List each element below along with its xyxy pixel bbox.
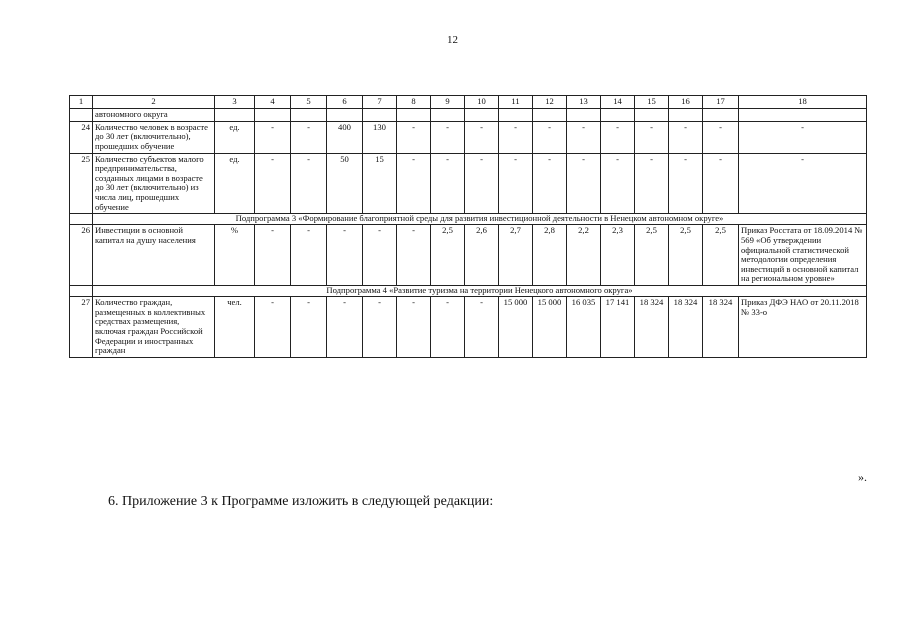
header-cell: 2 [93,96,215,109]
value-cell: 15 000 [499,297,533,358]
value-cell: - [255,121,291,153]
value-cell: - [703,121,739,153]
value-cell: 2,5 [669,225,703,286]
header-cell: 12 [533,96,567,109]
value-cell: 2,6 [465,225,499,286]
indicator-name-cell: автономного округа [93,109,215,122]
empty-cell [431,109,465,122]
source-cell: Приказ ДФЭ НАО от 20.11.2018 № 33-о [739,297,867,358]
row-number-cell: 27 [70,297,93,358]
value-cell: - [465,153,499,214]
value-cell: - [327,297,363,358]
value-cell: - [465,121,499,153]
value-cell: 2,2 [567,225,601,286]
table-row [70,121,867,153]
value-cell: - [397,153,431,214]
section-heading-row [70,286,867,297]
indicator-name-cell: Инвестиции в основной капитал на душу населения [93,225,215,286]
indicator-name-cell: Количество субъектов малого предпринимательства, созданных лицами в возрасте до 30 лет (включительно) из числа лиц, прошедших обучение [93,153,215,214]
value-cell: 2,3 [601,225,635,286]
value-cell: - [397,297,431,358]
header-cell: 15 [635,96,669,109]
continuation-row [70,109,867,122]
unit-cell: чел. [215,297,255,358]
empty-cell [215,109,255,122]
value-cell: - [567,121,601,153]
value-cell: 2,7 [499,225,533,286]
value-cell: - [255,153,291,214]
header-cell: 6 [327,96,363,109]
value-cell: 2,5 [703,225,739,286]
source-cell: - [739,121,867,153]
value-cell: - [703,153,739,214]
header-cell: 11 [499,96,533,109]
closing-quote-mark: ». [858,470,867,484]
value-cell: - [431,297,465,358]
header-cell: 1 [70,96,93,109]
table-body [70,96,867,358]
value-cell: 15 [363,153,397,214]
value-cell: - [291,121,327,153]
empty-cell [567,109,601,122]
empty-cell [635,109,669,122]
value-cell: 17 141 [601,297,635,358]
value-cell: 50 [327,153,363,214]
instruction-paragraph: 6. Приложение 3 к Программе изложить в следующей редакции: [108,494,494,509]
row-number-cell [70,286,93,297]
header-cell: 3 [215,96,255,109]
value-cell: - [465,297,499,358]
header-cell: 5 [291,96,327,109]
value-cell: - [291,225,327,286]
empty-cell [397,109,431,122]
value-cell: - [601,153,635,214]
value-cell: - [291,297,327,358]
section-heading-row [70,214,867,225]
table-row [70,225,867,286]
value-cell: 18 324 [669,297,703,358]
indicator-name-cell: Количество человек в возрасте до 30 лет (включительно), прошедших обучение [93,121,215,153]
value-cell: 15 000 [533,297,567,358]
value-cell: - [363,225,397,286]
value-cell: 2,5 [635,225,669,286]
header-cell: 17 [703,96,739,109]
empty-cell [703,109,739,122]
value-cell: - [499,121,533,153]
value-cell: - [533,121,567,153]
section-heading: Подпрограмма 3 «Формирование благоприятной среды для развития инвестиционной деятельности в Ненецком автономном округе» [93,214,867,225]
empty-cell [255,109,291,122]
section-heading: Подпрограмма 4 «Развитие туризма на территории Ненецкого автономного округа» [93,286,867,297]
source-cell: Приказ Росстата от 18.09.2014 № 569 «Об утверждении официальной статистической методологии определения инвестиций в основной капитал на региональном уровне» [739,225,867,286]
value-cell: - [397,121,431,153]
row-number-cell [70,109,93,122]
empty-cell [601,109,635,122]
empty-cell [669,109,703,122]
empty-cell [465,109,499,122]
value-cell: - [431,121,465,153]
header-cell: 9 [431,96,465,109]
header-cell: 10 [465,96,499,109]
row-number-cell: 26 [70,225,93,286]
empty-cell [499,109,533,122]
indicators-table [69,95,867,358]
value-cell: - [601,121,635,153]
value-cell: - [431,153,465,214]
empty-cell [739,109,867,122]
value-cell: 2,5 [431,225,465,286]
value-cell: 2,8 [533,225,567,286]
indicator-name-cell: Количество граждан, размещенных в коллективных средствах размещения, включая граждан Российской Федерации и иностранных граждан [93,297,215,358]
unit-cell: % [215,225,255,286]
row-number-cell: 25 [70,153,93,214]
table-row [70,297,867,358]
header-cell: 14 [601,96,635,109]
value-cell: - [567,153,601,214]
header-cell: 7 [363,96,397,109]
empty-cell [363,109,397,122]
value-cell: 18 324 [703,297,739,358]
table-row [70,153,867,214]
header-cell: 8 [397,96,431,109]
value-cell: 130 [363,121,397,153]
value-cell: - [669,121,703,153]
value-cell: - [669,153,703,214]
header-cell: 18 [739,96,867,109]
value-cell: - [291,153,327,214]
value-cell: - [635,121,669,153]
empty-cell [533,109,567,122]
value-cell: 400 [327,121,363,153]
value-cell: - [255,297,291,358]
value-cell: - [397,225,431,286]
empty-cell [327,109,363,122]
empty-cell [291,109,327,122]
page-number: 12 [447,34,458,46]
header-cell: 16 [669,96,703,109]
table-header-row [70,96,867,109]
row-number-cell: 24 [70,121,93,153]
header-cell: 4 [255,96,291,109]
header-cell: 13 [567,96,601,109]
source-cell: - [739,153,867,214]
row-number-cell [70,214,93,225]
value-cell: - [499,153,533,214]
value-cell: - [533,153,567,214]
value-cell: 16 035 [567,297,601,358]
unit-cell: ед. [215,121,255,153]
value-cell: - [635,153,669,214]
value-cell: - [255,225,291,286]
unit-cell: ед. [215,153,255,214]
value-cell: 18 324 [635,297,669,358]
value-cell: - [327,225,363,286]
value-cell: - [363,297,397,358]
